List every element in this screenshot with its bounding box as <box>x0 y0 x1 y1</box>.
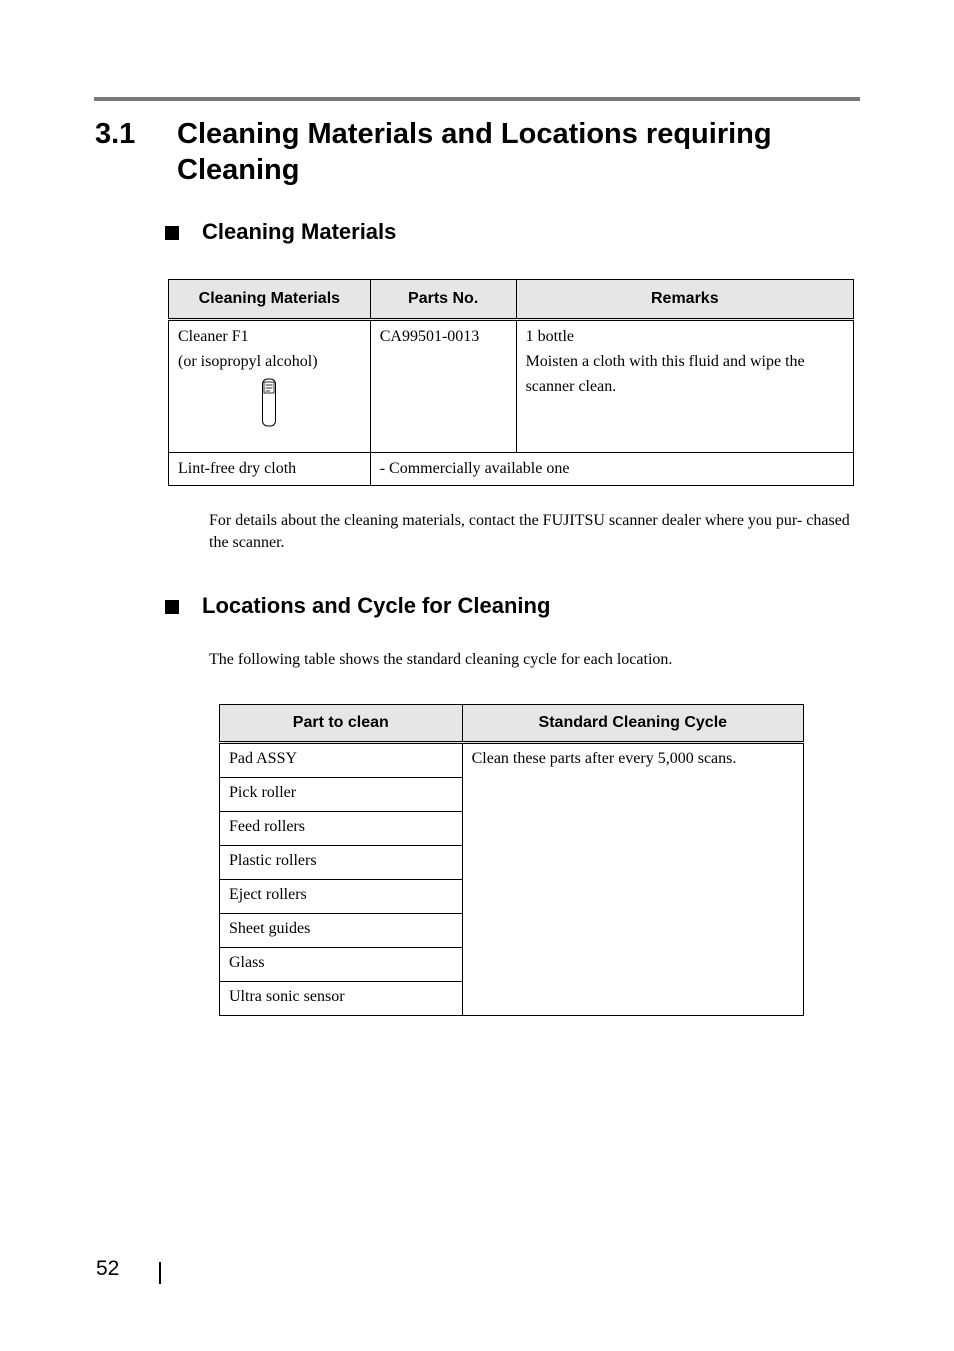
top-rule <box>94 97 860 101</box>
bottle-icon <box>261 378 277 428</box>
cleaning-materials-note: For details about the cleaning materials, contact the FUJITSU scanner dealer where you pur- chased the scanner. <box>209 512 850 551</box>
table-row <box>169 320 854 453</box>
locations-intro: The following table shows the standard cleaning cycle for each location. <box>209 651 673 668</box>
part-number-cell: CA99501-0013 <box>370 320 516 453</box>
part-cell: Pick roller <box>220 778 463 812</box>
subheading-text: Cleaning Materials <box>202 219 397 244</box>
part-cell: Plastic rollers <box>220 846 463 880</box>
column-header: Parts No. <box>370 280 516 320</box>
page-number: 52 <box>96 1257 120 1280</box>
table-row <box>169 453 854 486</box>
square-bullet-icon <box>165 600 179 614</box>
remarks-cell: - Commercially available one <box>370 453 853 486</box>
column-header: Cleaning Materials <box>169 280 371 320</box>
cycle-cell: Clean these parts after every 5,000 scans. <box>462 743 803 1016</box>
material-name: Cleaner F1 <box>178 328 249 345</box>
subheading-locations <box>165 592 550 620</box>
remarks-cell <box>516 320 853 453</box>
subheading-text: Locations and Cycle for Cleaning <box>202 593 551 618</box>
square-bullet-icon <box>165 226 179 240</box>
material-alt: (or isopropyl alcohol) <box>178 353 318 370</box>
material-cell <box>169 320 371 453</box>
part-cell: Sheet guides <box>220 914 463 948</box>
subheading-cleaning-materials <box>165 218 396 246</box>
part-cell: Pad ASSY <box>220 743 463 778</box>
material-cell: Lint-free dry cloth <box>169 453 371 486</box>
table-header-row <box>169 280 854 320</box>
column-header: Standard Cleaning Cycle <box>462 705 803 743</box>
column-header: Remarks <box>516 280 853 320</box>
part-cell: Ultra sonic sensor <box>220 982 463 1016</box>
part-cell: Eject rollers <box>220 880 463 914</box>
remark-instruction: Moisten a cloth with this fluid and wipe the scanner clean. <box>525 353 805 395</box>
part-cell: Feed rollers <box>220 812 463 846</box>
table-header-row <box>220 705 804 743</box>
cleaning-cycle-table <box>219 704 804 1016</box>
remark-quantity: 1 bottle <box>525 328 575 345</box>
section-number: 3.1 <box>95 118 136 150</box>
table-row <box>220 743 804 778</box>
cleaning-materials-table <box>168 279 854 486</box>
part-cell: Glass <box>220 948 463 982</box>
page-number-divider <box>159 1262 161 1284</box>
column-header: Part to clean <box>220 705 463 743</box>
section-title: Cleaning Materials and Locations requiring Cleaning <box>177 118 772 186</box>
